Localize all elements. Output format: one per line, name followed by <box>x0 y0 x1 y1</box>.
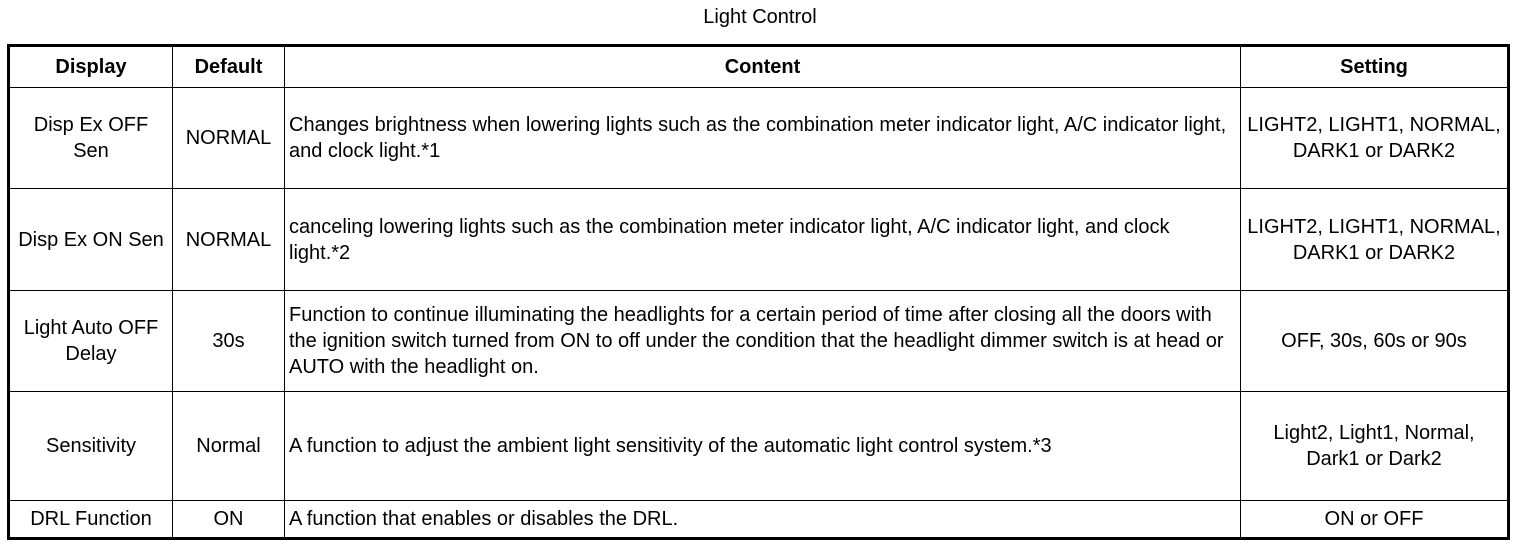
content-cell: Changes brightness when lowering lights such as the combination meter indicator light, A/C indicator light, and clock light.*1 <box>285 88 1241 189</box>
display-cell: Light Auto OFF Delay <box>9 290 173 391</box>
column-header-default: Default <box>173 46 285 88</box>
content-cell: canceling lowering lights such as the combination meter indicator light, A/C indicator light, and clock light.*2 <box>285 189 1241 290</box>
table-title: Light Control <box>703 6 817 28</box>
default-cell: NORMAL <box>173 189 285 290</box>
table-row <box>9 189 1509 290</box>
setting-cell: LIGHT2, LIGHT1, NORMAL, DARK1 or DARK2 <box>1241 189 1509 290</box>
content-cell: A function that enables or disables the DRL. <box>285 500 1241 538</box>
content-cell: A function to adjust the ambient light sensitivity of the automatic light control system.*3 <box>285 392 1241 501</box>
light-control-table <box>7 44 1510 540</box>
content-cell: Function to continue illuminating the headlights for a certain period of time after closing all the doors with the ignition switch turned from ON to off under the condition that the headlight dimmer switch is at head or AUTO with the headlight on. <box>285 290 1241 391</box>
default-cell: NORMAL <box>173 88 285 189</box>
setting-cell: OFF, 30s, 60s or 90s <box>1241 290 1509 391</box>
display-cell: DRL Function <box>9 500 173 538</box>
default-cell: Normal <box>173 392 285 501</box>
column-header-setting: Setting <box>1241 46 1509 88</box>
table-row <box>9 500 1509 538</box>
table-row <box>9 392 1509 501</box>
setting-cell: LIGHT2, LIGHT1, NORMAL, DARK1 or DARK2 <box>1241 88 1509 189</box>
display-cell: Sensitivity <box>9 392 173 501</box>
setting-cell: Light2, Light1, Normal, Dark1 or Dark2 <box>1241 392 1509 501</box>
display-cell: Disp Ex ON Sen <box>9 189 173 290</box>
default-cell: 30s <box>173 290 285 391</box>
header-row <box>9 46 1509 88</box>
default-cell: ON <box>173 500 285 538</box>
display-cell: Disp Ex OFF Sen <box>9 88 173 189</box>
column-header-display: Display <box>9 46 173 88</box>
setting-cell: ON or OFF <box>1241 500 1509 538</box>
table-row <box>9 290 1509 391</box>
column-header-content: Content <box>285 46 1241 88</box>
table-row <box>9 88 1509 189</box>
